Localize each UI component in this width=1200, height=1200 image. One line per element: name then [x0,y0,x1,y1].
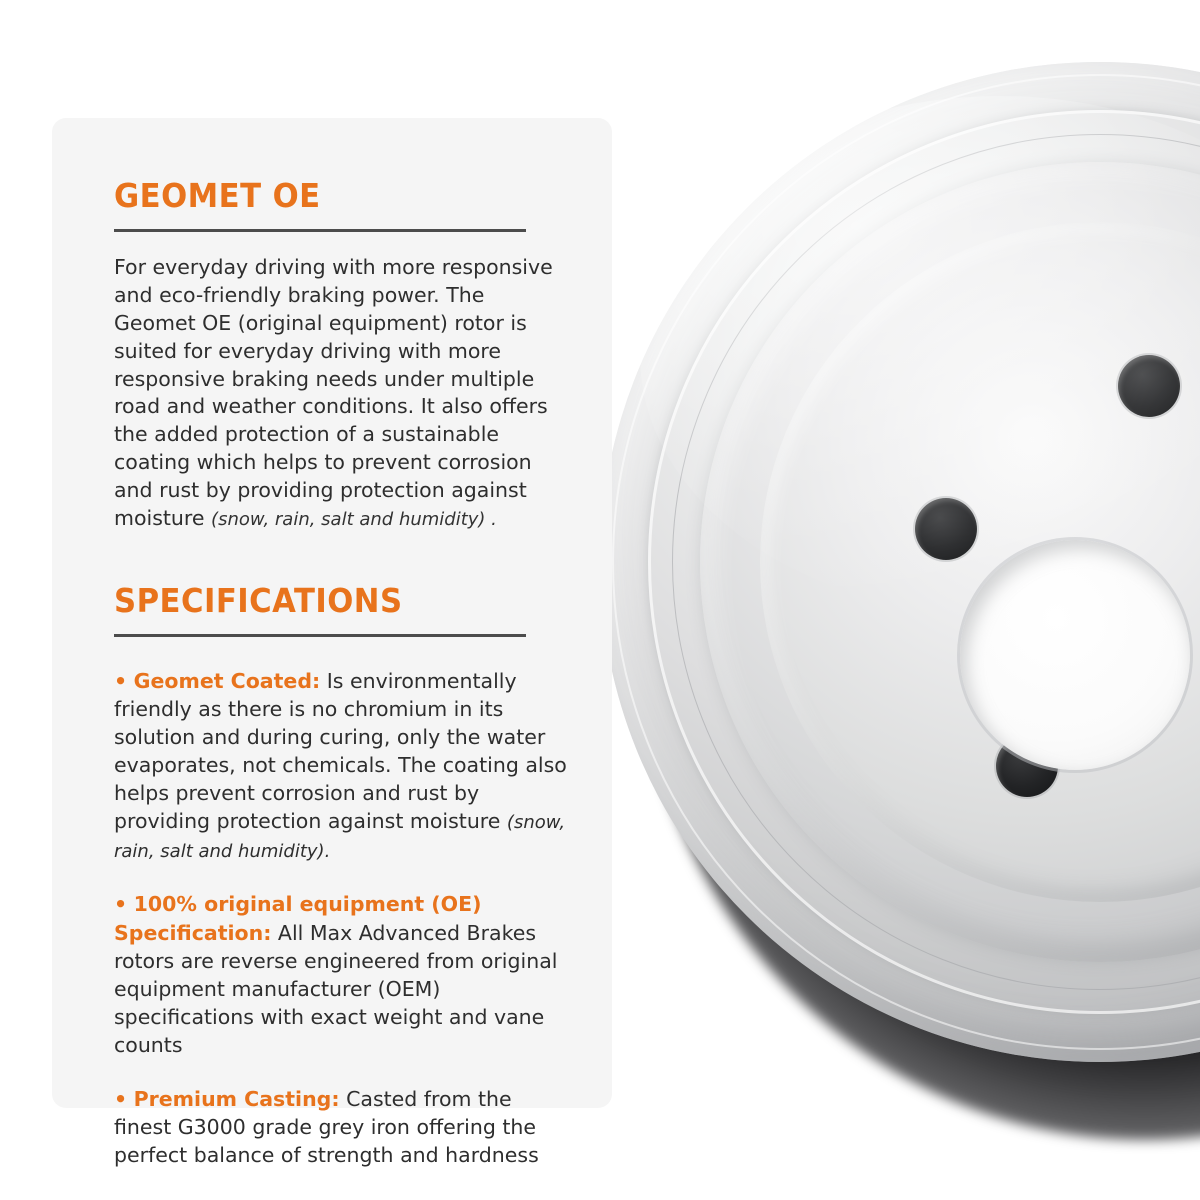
lug-hole [1118,355,1180,417]
lug-hole [915,498,977,560]
list-item [114,667,568,865]
heading-divider [114,229,526,232]
spec-bullet: • [114,892,128,917]
specifications-section [114,581,568,1169]
specifications-list [114,667,568,1169]
center-hub-bore [960,540,1190,770]
geomet-oe-heading: GEOMET OE [114,176,321,215]
spec-bullet: • [114,1086,128,1111]
spec-text: Casted from the finest G3000 grade grey iron offering the perfect balance of strength and hardness [114,1086,539,1168]
list-item [114,890,568,1058]
list-item [114,1085,568,1169]
geomet-oe-description-main: For everyday driving with more responsive and eco-friendly braking power. The Geomet OE (original equipment) rotor is suited for everyday driving with more responsive braking needs under multiple road and weather conditions. It also offers the added protection of a sustainable coating which helps to prevent corrosion and rust by providing protection against moisture [114,255,553,530]
spec-label: Premium Casting: [133,1086,340,1111]
geomet-oe-section [114,176,568,533]
spec-label: Geomet Coated: [133,668,321,693]
spec-text: All Max Advanced Brakes rotors are reverse engineered from original equipment manufacturer (OEM) specifications with exact weight and vane counts [114,920,558,1057]
spec-text: Is environmentally friendly as there is no chromium in its solution and during curing, only the water evaporates, not chemicals. The coating also helps prevent corrosion and rust by providing protection against moisture [114,668,567,834]
heading-divider [114,634,526,637]
specifications-heading: SPECIFICATIONS [114,580,403,620]
info-panel [52,118,612,1168]
geomet-oe-description [114,254,568,533]
geomet-oe-description-note: (snow, rain, salt and humidity) . [211,508,497,530]
spec-note: (snow, rain, salt and humidity). [114,812,566,862]
spec-label: 100% original equipment (OE) Specification: [114,892,482,945]
spec-bullet: • [114,668,128,693]
